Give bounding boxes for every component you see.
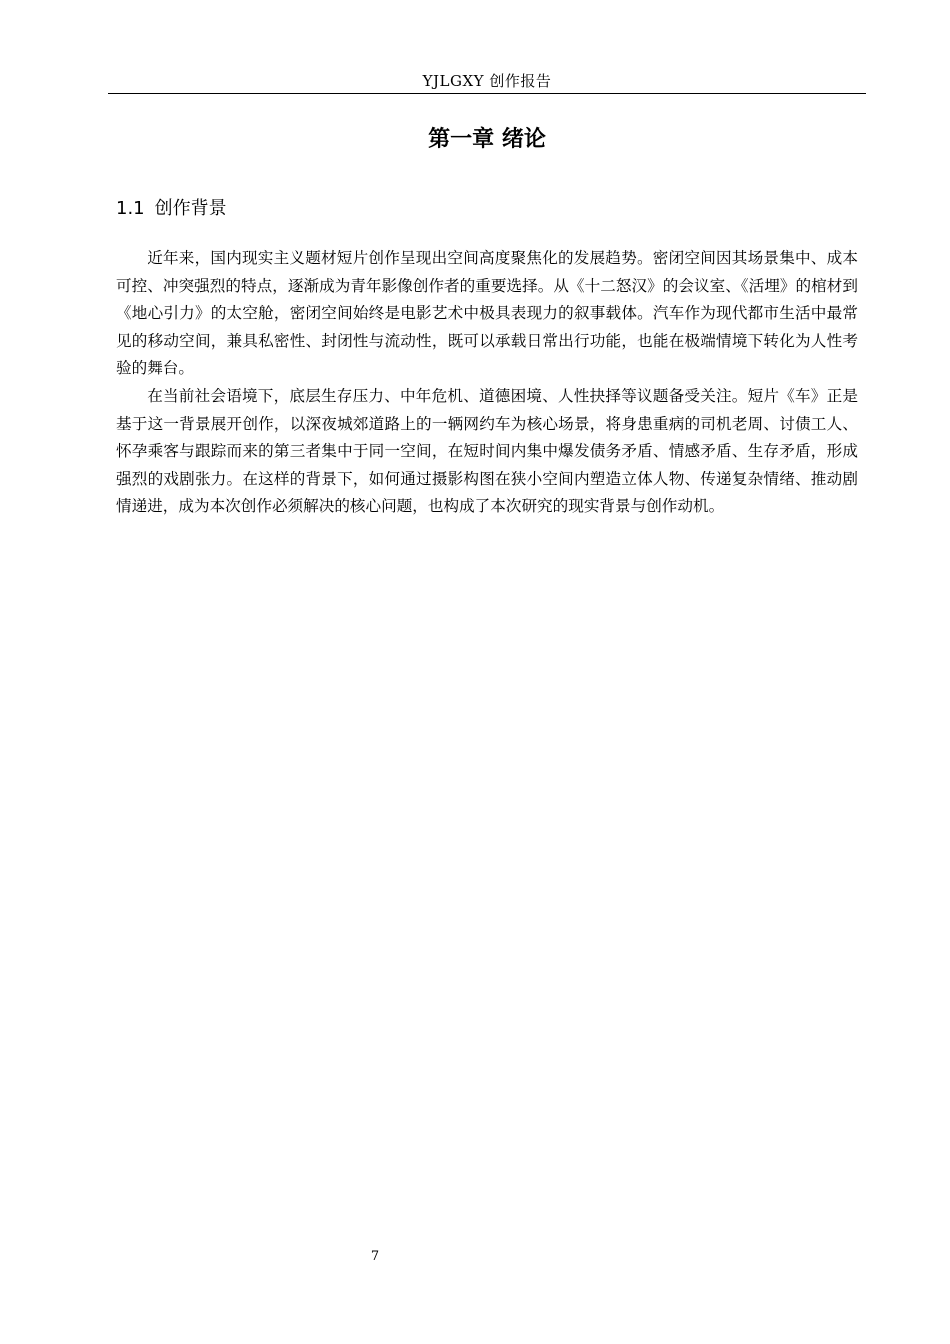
section-number: 1.1 [116,198,145,219]
header-divider [108,93,866,94]
section-heading [116,195,227,223]
paragraph: 在当前社会语境下，底层生存压力、中年危机、道德困境、人性抉择等议题备受关注。短片《车》正是基于这一背景展开创作，以深夜城郊道路上的一辆网约车为核心场景，将身患重病的司机老周、讨债工人、怀孕乘客与跟踪而来的第三者集中于同一空间，在短时间内集中爆发债务矛盾、情感矛盾、生存矛盾，形成强烈的戏剧张力。在这样的背景下，如何通过摄影构图在狭小空间内塑造立体人物、传递复杂情绪、推动剧情递进，成为本次创作必须解决的核心问题，也构成了本次研究的现实背景与创作动机。 [116,386,858,516]
page-number: 7 [370,1249,380,1264]
body-text [116,245,858,521]
paragraph: 近年来，国内现实主义题材短片创作呈现出空间高度聚焦化的发展趋势。密闭空间因其场景集中、成本可控、冲突强烈的特点，逐渐成为青年影像创作者的重要选择。从《十二怒汉》的会议室、《活埋》的棺材到《地心引力》的太空舱，密闭空间始终是电影艺术中极具表现力的叙事载体。汽车作为现代都市生活中最常见的移动空间，兼具私密性、封闭性与流动性，既可以承载日常出行功能，也能在极端情境下转化为人性考验的舞台。 [116,249,858,378]
running-header: YJLGXY 创作报告 [422,72,552,90]
section-title: 创作背景 [154,198,227,219]
chapter-title: 第一章 绪论 [428,127,546,152]
